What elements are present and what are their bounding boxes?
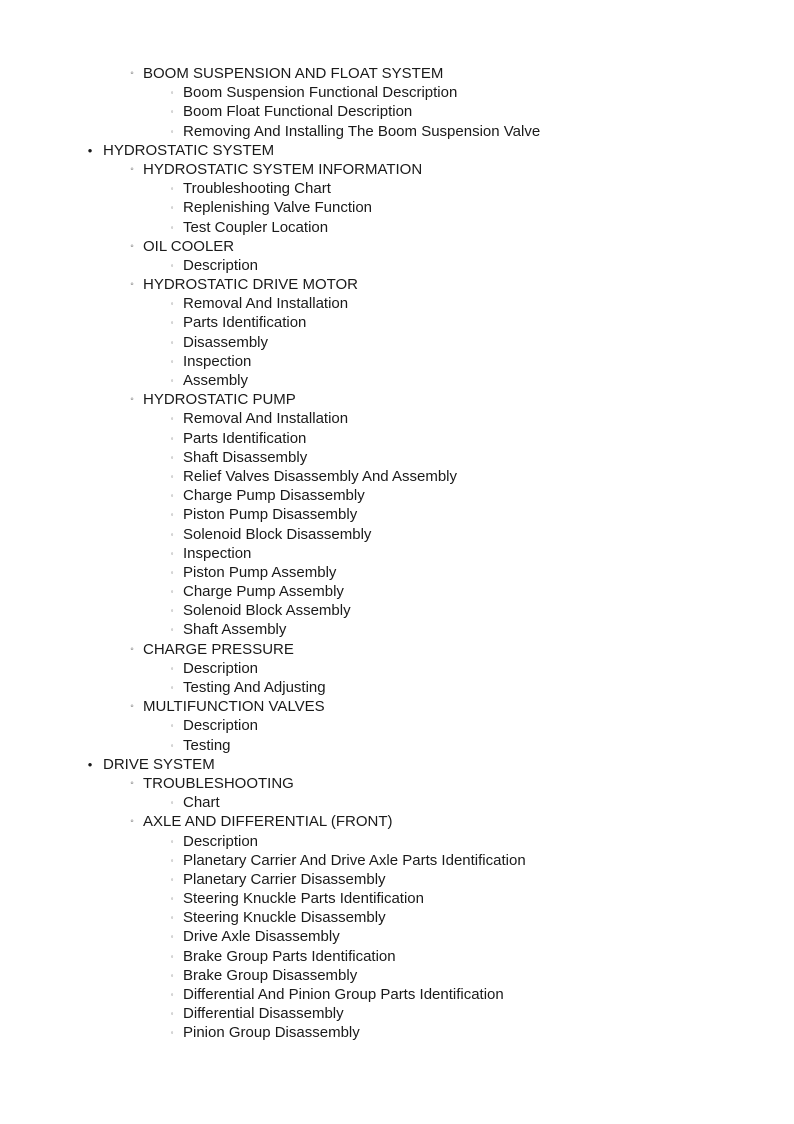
bullet-icon: ◦ xyxy=(170,913,174,923)
toc-topic-item xyxy=(0,1023,794,1042)
toc-topic-label: Testing xyxy=(183,736,231,754)
bullet-icon: ◦ xyxy=(170,337,174,347)
bullet-icon: ◦ xyxy=(130,163,134,175)
bullet-icon: ◦ xyxy=(170,433,174,443)
toc-topic-item xyxy=(0,985,794,1004)
toc-topic-label: Charge Pump Assembly xyxy=(183,583,344,601)
toc-topic-item xyxy=(0,851,794,870)
table-of-contents xyxy=(0,64,794,1043)
bullet-icon: ◦ xyxy=(170,567,174,577)
toc-topic-label: Planetary Carrier And Drive Axle Parts Identification xyxy=(183,851,526,869)
bullet-icon: ◦ xyxy=(170,932,174,942)
bullet-icon: ◦ xyxy=(130,394,134,406)
toc-topic-label: Troubleshooting Chart xyxy=(183,180,331,198)
bullet-icon: ◦ xyxy=(170,510,174,520)
toc-subsection-label: CHARGE PRESSURE xyxy=(143,640,294,658)
toc-topic-item xyxy=(0,544,794,563)
bullet-icon: ◦ xyxy=(170,836,174,846)
toc-topic-item xyxy=(0,198,794,217)
toc-section-item xyxy=(0,141,794,160)
toc-topic-item xyxy=(0,832,794,851)
bullet-icon: ◦ xyxy=(170,894,174,904)
toc-topic-item xyxy=(0,1004,794,1023)
toc-topic-label: Solenoid Block Disassembly xyxy=(183,525,372,543)
bullet-icon: ◦ xyxy=(170,970,174,980)
bullet-icon: ◦ xyxy=(170,798,174,808)
bullet-icon: ◦ xyxy=(170,529,174,539)
toc-topic-item xyxy=(0,947,794,966)
toc-subsection-label: OIL COOLER xyxy=(143,237,235,255)
bullet-icon: ◦ xyxy=(170,625,174,635)
toc-topic-label: Brake Group Disassembly xyxy=(183,966,358,984)
toc-topic-item xyxy=(0,582,794,601)
toc-topic-label: Replenishing Valve Function xyxy=(183,199,373,217)
toc-topic-label: Description xyxy=(183,832,259,850)
toc-topic-label: Description xyxy=(183,659,259,677)
toc-topic-item xyxy=(0,563,794,582)
toc-topic-item xyxy=(0,83,794,102)
toc-subsection-label: HYDROSTATIC DRIVE MOTOR xyxy=(143,276,359,294)
toc-topic-item xyxy=(0,371,794,390)
toc-subsection-item xyxy=(0,275,794,294)
bullet-icon: ◦ xyxy=(130,279,134,291)
toc-subsection-label: HYDROSTATIC PUMP xyxy=(143,391,296,409)
bullet-icon: ◦ xyxy=(130,777,134,789)
toc-section-label: DRIVE SYSTEM xyxy=(103,755,215,773)
toc-section-item xyxy=(0,755,794,774)
toc-topic-label: Description xyxy=(183,717,259,735)
bullet-icon: ◦ xyxy=(170,184,174,194)
toc-topic-item xyxy=(0,678,794,697)
toc-topic-item xyxy=(0,429,794,448)
toc-topic-item xyxy=(0,467,794,486)
bullet-icon: ◦ xyxy=(170,260,174,270)
bullet-icon: ◦ xyxy=(170,471,174,481)
toc-topic-item xyxy=(0,716,794,735)
toc-topic-label: Boom Float Functional Description xyxy=(183,103,413,121)
toc-topic-item xyxy=(0,333,794,352)
toc-topic-item xyxy=(0,908,794,927)
toc-subsection-item xyxy=(0,64,794,83)
toc-topic-label: Removing And Installing The Boom Suspension Valve xyxy=(183,122,541,140)
bullet-icon: ◦ xyxy=(170,587,174,597)
bullet-icon: ◦ xyxy=(170,874,174,884)
bullet-icon: ◦ xyxy=(170,299,174,309)
bullet-icon: ◦ xyxy=(170,1009,174,1019)
bullet-icon: ◦ xyxy=(170,663,174,673)
toc-topic-item xyxy=(0,966,794,985)
toc-topic-item xyxy=(0,256,794,275)
toc-subsection-item xyxy=(0,697,794,716)
toc-subsection-label: AXLE AND DIFFERENTIAL (FRONT) xyxy=(143,813,393,831)
bullet-icon: ◦ xyxy=(170,683,174,692)
bullet-icon: ◦ xyxy=(170,414,174,424)
toc-topic-label: Charge Pump Disassembly xyxy=(183,487,365,505)
toc-topic-label: Shaft Disassembly xyxy=(183,448,308,466)
toc-topic-label: Parts Identification xyxy=(183,429,307,447)
toc-topic-item xyxy=(0,294,794,313)
toc-topic-item xyxy=(0,122,794,141)
toc-topic-item xyxy=(0,870,794,889)
toc-topic-label: Pinion Group Disassembly xyxy=(183,1024,360,1042)
bullet-icon: ◦ xyxy=(170,222,174,232)
toc-subsection-label: BOOM SUSPENSION AND FLOAT SYSTEM xyxy=(143,65,444,82)
bullet-icon: ◦ xyxy=(130,643,134,655)
toc-topic-label: Boom Suspension Functional Description xyxy=(183,84,458,102)
toc-subsection-item xyxy=(0,160,794,179)
toc-topic-label: Brake Group Parts Identification xyxy=(183,947,396,965)
bullet-icon: ◦ xyxy=(170,376,174,385)
toc-topic-item xyxy=(0,352,794,371)
bullet-icon: ◦ xyxy=(170,126,174,136)
toc-topic-item xyxy=(0,525,794,544)
toc-subsection-item xyxy=(0,640,794,659)
toc-subsection-item xyxy=(0,237,794,256)
toc-topic-item xyxy=(0,102,794,121)
toc-topic-label: Description xyxy=(183,256,259,274)
bullet-icon: ◦ xyxy=(170,203,174,213)
toc-topic-label: Inspection xyxy=(183,544,252,562)
toc-topic-label: Steering Knuckle Parts Identification xyxy=(183,890,424,908)
bullet-icon: ◦ xyxy=(170,491,174,501)
toc-subsection-item xyxy=(0,390,794,409)
toc-topic-item xyxy=(0,659,794,678)
toc-topic-label: Solenoid Block Assembly xyxy=(183,602,351,620)
toc-topic-label: Removal And Installation xyxy=(183,295,349,313)
bullet-icon: • xyxy=(87,142,93,158)
toc-subsection-label: MULTIFUNCTION VALVES xyxy=(143,698,325,716)
bullet-icon: ◦ xyxy=(170,855,174,865)
toc-topic-label: Planetary Carrier Disassembly xyxy=(183,870,386,888)
toc-topic-label: Testing And Adjusting xyxy=(183,679,326,696)
toc-topic-label: Relief Valves Disassembly And Assembly xyxy=(183,467,457,485)
bullet-icon: ◦ xyxy=(130,816,134,828)
toc-topic-label: Piston Pump Disassembly xyxy=(183,506,358,524)
toc-topic-item xyxy=(0,218,794,237)
toc-topic-label: Removal And Installation xyxy=(183,410,349,428)
bullet-icon: ◦ xyxy=(170,740,174,750)
bullet-icon: ◦ xyxy=(170,548,174,558)
toc-subsection-item xyxy=(0,812,794,831)
toc-topic-label: Steering Knuckle Disassembly xyxy=(183,909,386,927)
toc-topic-item xyxy=(0,889,794,908)
toc-topic-item xyxy=(0,409,794,428)
bullet-icon: ◦ xyxy=(170,951,174,961)
toc-topic-label: Parts Identification xyxy=(183,314,307,332)
toc-topic-item xyxy=(0,736,794,755)
toc-topic-item xyxy=(0,179,794,198)
bullet-icon: ◦ xyxy=(130,240,134,252)
toc-subsection-label: TROUBLESHOOTING xyxy=(143,774,294,792)
bullet-icon: ◦ xyxy=(170,452,174,462)
toc-topic-item xyxy=(0,927,794,946)
toc-topic-label: Chart xyxy=(183,794,220,812)
bullet-icon: ◦ xyxy=(170,606,174,616)
toc-subsection-item xyxy=(0,774,794,793)
toc-topic-label: Differential And Pinion Group Parts Identification xyxy=(183,986,504,1003)
bullet-icon: ◦ xyxy=(170,356,174,366)
bullet-icon: ◦ xyxy=(170,721,174,731)
toc-topic-item xyxy=(0,486,794,505)
toc-topic-label: Assembly xyxy=(183,372,249,389)
toc-subsection-label: HYDROSTATIC SYSTEM INFORMATION xyxy=(143,160,423,178)
bullet-icon: ◦ xyxy=(170,318,174,328)
toc-section-label: HYDROSTATIC SYSTEM xyxy=(103,141,275,159)
toc-topic-label: Test Coupler Location xyxy=(183,218,329,236)
bullet-icon: ◦ xyxy=(170,88,174,98)
bullet-icon: ◦ xyxy=(170,1028,174,1038)
bullet-icon: ◦ xyxy=(130,68,134,79)
toc-topic-item xyxy=(0,313,794,332)
toc-topic-item xyxy=(0,620,794,639)
bullet-icon: ◦ xyxy=(130,701,134,713)
toc-topic-label: Inspection xyxy=(183,352,252,370)
bullet-icon: ◦ xyxy=(170,107,174,117)
toc-topic-item xyxy=(0,793,794,812)
toc-topic-item xyxy=(0,505,794,524)
toc-topic-label: Differential Disassembly xyxy=(183,1005,344,1023)
bullet-icon: • xyxy=(87,756,93,772)
toc-topic-label: Shaft Assembly xyxy=(183,621,287,639)
toc-topic-item xyxy=(0,601,794,620)
bullet-icon: ◦ xyxy=(170,990,174,999)
toc-topic-label: Disassembly xyxy=(183,333,269,351)
toc-topic-label: Drive Axle Disassembly xyxy=(183,928,340,946)
toc-topic-label: Piston Pump Assembly xyxy=(183,563,337,581)
toc-topic-item xyxy=(0,448,794,467)
